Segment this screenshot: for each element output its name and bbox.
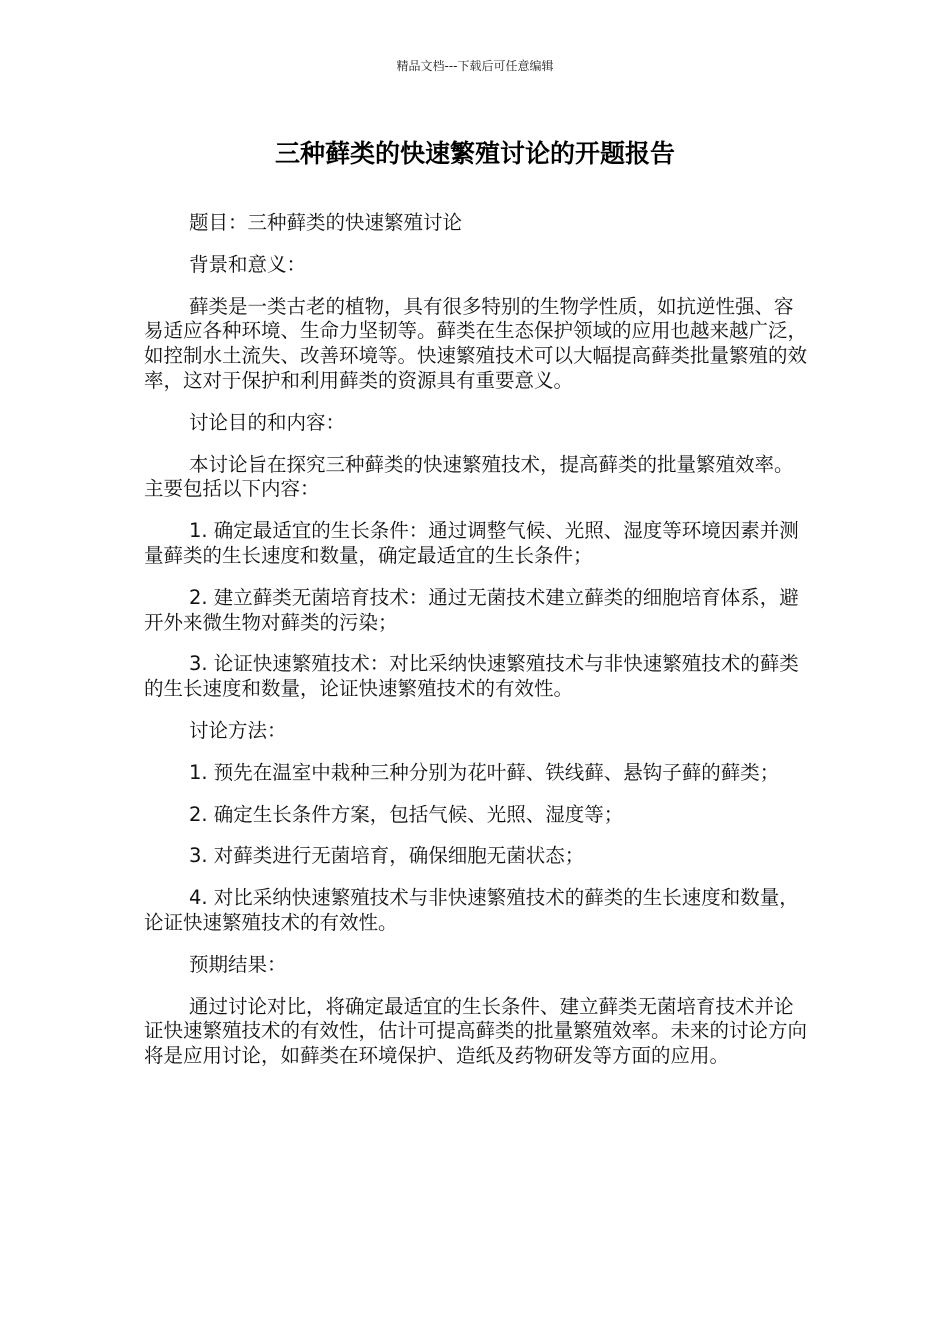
section-heading-objectives: 讨论目的和内容：: [189, 410, 346, 434]
objective-item-1: 1. 确定最适宜的生长条件：通过调整气候、光照、湿度等环境因素并测量藓类的生长速度和数量，确定最适宜的生长条件；: [144, 519, 799, 567]
objective-item-3: 3. 论证快速繁殖技术：对比采纳快速繁殖技术与非快速繁殖技术的藓类的生长速度和数量，论证快速繁殖技术的有效性。: [144, 652, 799, 701]
background-paragraph: 藓类是一类古老的植物，具有很多特别的生物学性质，如抗逆性强、容易适应各种环境、生命力坚韧等。藓类在生态保护领域的应用也越来越广泛，如控制水土流失、改善环境等。快速繁殖技术可以大幅提高藓类批量繁殖的效率，这对于保护和利用藓类的资源具有重要意义。: [144, 294, 808, 392]
header-note: 精品文档---下载后可任意编辑: [396, 59, 554, 73]
objectives-paragraph: 本讨论旨在探究三种藓类的快速繁殖技术，提高藓类的批量繁殖效率。主要包括以下内容：: [144, 452, 794, 501]
method-item-2: 2. 确定生长条件方案，包括气候、光照、湿度等；: [189, 802, 624, 826]
topic-line: 题目：三种藓类的快速繁殖讨论: [189, 211, 463, 234]
method-item-1: 1. 预先在温室中栽种三种分别为花叶藓、铁线藓、悬钩子藓的藓类；: [189, 760, 780, 784]
section-heading-background: 背景和意义：: [189, 252, 307, 276]
method-item-3: 3. 对藓类进行无菌培育，确保细胞无菌状态；: [189, 844, 585, 868]
objective-item-2: 2. 建立藓类无菌培育技术：通过无菌技术建立藓类的细胞培育体系，避开外来微生物对藓类的污染；: [144, 585, 799, 634]
document-body: [144, 211, 808, 1069]
expected-results-paragraph: 通过讨论对比，将确定最适宜的生长条件、建立藓类无菌培育技术并论证快速繁殖技术的有效性，估计可提高藓类的批量繁殖效率。未来的讨论方向将是应用讨论，如藓类在环境保护、造纸及药物研发等方面的应用。: [144, 994, 808, 1068]
method-item-4: 4. 对比采纳快速繁殖技术与非快速繁殖技术的藓类的生长速度和数量，论证快速繁殖技术的有效性。: [144, 886, 799, 934]
section-heading-methods: 讨论方法：: [189, 718, 287, 742]
section-heading-expected-results: 预期结果：: [189, 952, 287, 976]
document-title: 三种藓类的快速繁殖讨论的开题报告: [274, 139, 675, 168]
